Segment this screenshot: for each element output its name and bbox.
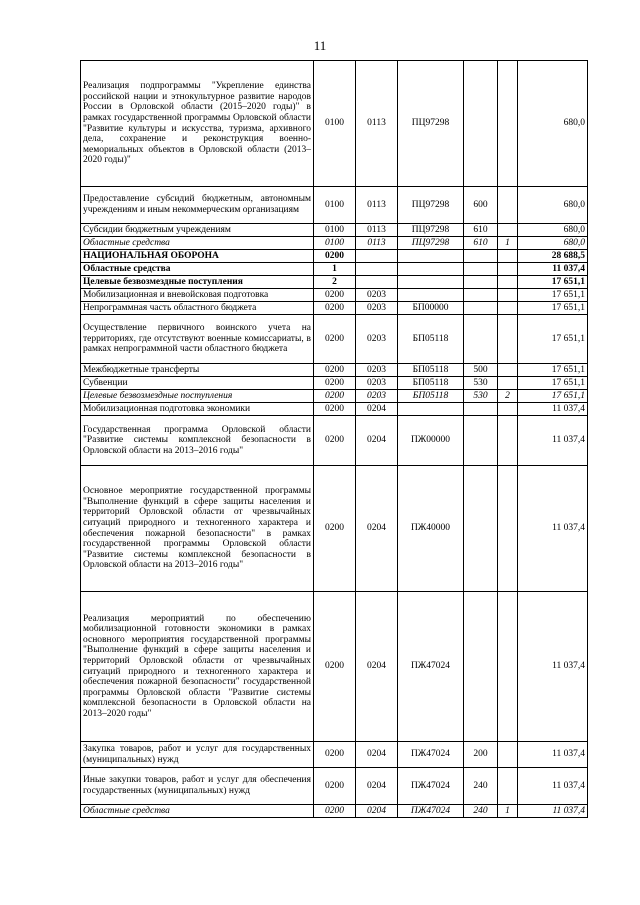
row-name-cell: Непрограммная часть областного бюджета <box>81 302 314 315</box>
table-row <box>81 805 588 818</box>
row-subsection-cell: 0204 <box>356 403 398 416</box>
row-source-cell <box>498 187 518 224</box>
row-subsection-cell: 0113 <box>356 61 398 187</box>
row-subsection-cell: 0203 <box>356 390 398 403</box>
budget-table-body <box>81 61 588 818</box>
table-row <box>81 289 588 302</box>
row-subsection-cell: 0204 <box>356 805 398 818</box>
row-name-cell: Областные средства <box>81 237 314 250</box>
row-source-cell <box>498 61 518 187</box>
row-name-cell: НАЦИОНАЛЬНАЯ ОБОРОНА <box>81 250 314 263</box>
row-expense-type-cell: 530 <box>464 377 498 390</box>
row-subsection-cell: 0203 <box>356 302 398 315</box>
row-section-cell: 0200 <box>314 390 356 403</box>
row-source-cell <box>498 250 518 263</box>
table-row <box>81 237 588 250</box>
row-expense-type-cell <box>464 250 498 263</box>
row-code-cell: БП05118 <box>398 315 464 364</box>
row-source-cell: 1 <box>498 805 518 818</box>
table-row <box>81 364 588 377</box>
row-section-cell: 0200 <box>314 403 356 416</box>
row-code-cell <box>398 250 464 263</box>
row-source-cell <box>498 403 518 416</box>
table-row <box>81 224 588 237</box>
row-section-cell: 0200 <box>314 592 356 742</box>
row-amount-cell: 11 037,4 <box>518 403 588 416</box>
row-code-cell <box>398 289 464 302</box>
row-expense-type-cell <box>464 302 498 315</box>
row-subsection-cell: 0113 <box>356 237 398 250</box>
row-name-cell: Целевые безвозмездные поступления <box>81 390 314 403</box>
row-amount-cell: 17 651,1 <box>518 390 588 403</box>
row-subsection-cell: 0113 <box>356 187 398 224</box>
row-expense-type-cell: 610 <box>464 237 498 250</box>
table-row <box>81 302 588 315</box>
row-subsection-cell: 0203 <box>356 315 398 364</box>
row-expense-type-cell: 500 <box>464 364 498 377</box>
row-code-cell: ПЖ40000 <box>398 466 464 592</box>
row-name-cell: Мобилизационная подготовка экономики <box>81 403 314 416</box>
row-source-cell <box>498 416 518 466</box>
row-subsection-cell: 0204 <box>356 592 398 742</box>
row-name-cell: Закупка товаров, работ и услуг для государственных (муниципальных) нужд <box>81 742 314 768</box>
table-row <box>81 416 588 466</box>
row-section-cell: 0200 <box>314 742 356 768</box>
row-name-cell: Основное мероприятие государственной программы "Выполнение функций в сфере защиты населения и территорий Орловской области от чрезвычайных ситуаций природного и техногенного характера и обеспечения пожарной безопасности" в рамках государственной программы Орловской области "Развитие системы комплексной безопасности в Орловской области на 2013–2016 годы" <box>81 466 314 592</box>
row-code-cell: ПЖ00000 <box>398 416 464 466</box>
row-code-cell: ПЦ97298 <box>398 224 464 237</box>
row-source-cell <box>498 466 518 592</box>
row-section-cell: 0200 <box>314 416 356 466</box>
row-code-cell: БП05118 <box>398 390 464 403</box>
row-section-cell: 0100 <box>314 61 356 187</box>
table-row <box>81 768 588 805</box>
row-name-cell: Предоставление субсидий бюджетным, автономным учреждениям и иным некоммерческим организациям <box>81 187 314 224</box>
row-name-cell: Межбюджетные трансферты <box>81 364 314 377</box>
row-amount-cell: 17 651,1 <box>518 289 588 302</box>
row-expense-type-cell <box>464 263 498 276</box>
row-amount-cell: 17 651,1 <box>518 364 588 377</box>
row-section-cell: 0200 <box>314 302 356 315</box>
row-source-cell <box>498 377 518 390</box>
row-subsection-cell: 0204 <box>356 742 398 768</box>
row-code-cell: БП05118 <box>398 364 464 377</box>
row-name-cell: Реализация подпрограммы "Укрепление единства российской нации и этнокультурное развитие народов России в Орловской области (2015–2020 годы)" в рамках государственной программы Орловской области "Развитие культуры и искусства, туризма, архивного дела, сохранение и реконструкция военно-мемориальных объектов в Орловской области (2013–2020 годы)" <box>81 61 314 187</box>
row-name-cell: Государственная программа Орловской области "Развитие системы комплексной безопасности в Орловской области на 2013–2016 годы" <box>81 416 314 466</box>
table-row <box>81 377 588 390</box>
row-amount-cell: 11 037,4 <box>518 466 588 592</box>
row-subsection-cell: 0204 <box>356 466 398 592</box>
row-subsection-cell <box>356 263 398 276</box>
row-amount-cell: 17 651,1 <box>518 302 588 315</box>
row-source-cell <box>498 263 518 276</box>
row-subsection-cell: 0204 <box>356 768 398 805</box>
row-code-cell <box>398 403 464 416</box>
row-source-cell <box>498 364 518 377</box>
row-expense-type-cell <box>464 276 498 289</box>
row-section-cell: 0100 <box>314 237 356 250</box>
row-code-cell: ПЖ47024 <box>398 805 464 818</box>
row-amount-cell: 17 651,1 <box>518 276 588 289</box>
row-section-cell: 0200 <box>314 289 356 302</box>
row-source-cell <box>498 289 518 302</box>
row-name-cell: Областные средства <box>81 805 314 818</box>
row-subsection-cell <box>356 276 398 289</box>
row-subsection-cell: 0203 <box>356 377 398 390</box>
row-amount-cell: 17 651,1 <box>518 315 588 364</box>
row-name-cell: Целевые безвозмездные поступления <box>81 276 314 289</box>
table-row <box>81 403 588 416</box>
row-code-cell: ПЖ47024 <box>398 768 464 805</box>
table-row <box>81 276 588 289</box>
row-name-cell: Мобилизационная и вневойсковая подготовка <box>81 289 314 302</box>
row-name-cell: Осуществление первичного воинского учета на территориях, где отсутствуют военные комиссариаты, в рамках непрограммной части областного бюджета <box>81 315 314 364</box>
row-subsection-cell: 0113 <box>356 224 398 237</box>
row-source-cell <box>498 742 518 768</box>
row-section-cell: 0200 <box>314 377 356 390</box>
row-section-cell: 0200 <box>314 466 356 592</box>
table-row <box>81 466 588 592</box>
table-row <box>81 315 588 364</box>
row-source-cell: 1 <box>498 237 518 250</box>
row-expense-type-cell <box>464 416 498 466</box>
table-row <box>81 61 588 187</box>
row-amount-cell: 11 037,4 <box>518 742 588 768</box>
table-row <box>81 390 588 403</box>
row-subsection-cell: 0204 <box>356 416 398 466</box>
row-source-cell <box>498 315 518 364</box>
row-expense-type-cell <box>464 466 498 592</box>
row-amount-cell: 17 651,1 <box>518 377 588 390</box>
row-code-cell <box>398 276 464 289</box>
table-row <box>81 592 588 742</box>
row-amount-cell: 680,0 <box>518 61 588 187</box>
row-name-cell: Реализация мероприятий по обеспечению мобилизационной готовности экономики в рамках основного мероприятия государственной программы "Выполнение функций в сфере защиты населения и территорий Орловской области от чрезвычайных ситуаций природного и техногенного характера и обеспечения пожарной безопасности" государственной программы Орловской области "Развитие системы комплексной безопасности в Орловской области на 2013–2020 годы" <box>81 592 314 742</box>
row-code-cell: БП00000 <box>398 302 464 315</box>
row-amount-cell: 11 037,4 <box>518 416 588 466</box>
table-row <box>81 742 588 768</box>
row-expense-type-cell: 610 <box>464 224 498 237</box>
row-name-cell: Субсидии бюджетным учреждениям <box>81 224 314 237</box>
row-name-cell: Областные средства <box>81 263 314 276</box>
row-expense-type-cell: 530 <box>464 390 498 403</box>
row-section-cell: 1 <box>314 263 356 276</box>
table-row <box>81 250 588 263</box>
row-expense-type-cell <box>464 61 498 187</box>
row-subsection-cell <box>356 250 398 263</box>
row-code-cell: ПЦ97298 <box>398 237 464 250</box>
row-amount-cell: 680,0 <box>518 237 588 250</box>
row-amount-cell: 11 037,4 <box>518 263 588 276</box>
row-source-cell: 2 <box>498 390 518 403</box>
row-expense-type-cell <box>464 315 498 364</box>
page-number: 11 <box>313 38 327 53</box>
row-section-cell: 0200 <box>314 364 356 377</box>
row-code-cell <box>398 263 464 276</box>
row-expense-type-cell <box>464 403 498 416</box>
row-name-cell: Иные закупки товаров, работ и услуг для обеспечения государственных (муниципальных) нужд <box>81 768 314 805</box>
row-code-cell: ПЦ97298 <box>398 61 464 187</box>
row-expense-type-cell: 240 <box>464 805 498 818</box>
row-amount-cell: 680,0 <box>518 187 588 224</box>
row-amount-cell: 11 037,4 <box>518 592 588 742</box>
row-source-cell <box>498 224 518 237</box>
row-code-cell: ПЖ47024 <box>398 592 464 742</box>
row-section-cell: 0200 <box>314 250 356 263</box>
row-subsection-cell: 0203 <box>356 289 398 302</box>
row-section-cell: 0100 <box>314 187 356 224</box>
row-code-cell: БП05118 <box>398 377 464 390</box>
row-expense-type-cell: 240 <box>464 768 498 805</box>
row-amount-cell: 680,0 <box>518 224 588 237</box>
budget-table <box>80 60 588 818</box>
table-row <box>81 187 588 224</box>
row-expense-type-cell <box>464 289 498 302</box>
row-source-cell <box>498 302 518 315</box>
row-expense-type-cell: 200 <box>464 742 498 768</box>
row-source-cell <box>498 592 518 742</box>
row-source-cell <box>498 768 518 805</box>
row-expense-type-cell: 600 <box>464 187 498 224</box>
row-section-cell: 0200 <box>314 805 356 818</box>
row-section-cell: 2 <box>314 276 356 289</box>
row-source-cell <box>498 276 518 289</box>
row-amount-cell: 11 037,4 <box>518 768 588 805</box>
row-expense-type-cell <box>464 592 498 742</box>
row-section-cell: 0200 <box>314 768 356 805</box>
table-row <box>81 263 588 276</box>
row-subsection-cell: 0203 <box>356 364 398 377</box>
row-code-cell: ПЖ47024 <box>398 742 464 768</box>
row-amount-cell: 28 688,5 <box>518 250 588 263</box>
row-section-cell: 0200 <box>314 315 356 364</box>
row-code-cell: ПЦ97298 <box>398 187 464 224</box>
row-amount-cell: 11 037,4 <box>518 805 588 818</box>
row-name-cell: Субвенции <box>81 377 314 390</box>
row-section-cell: 0100 <box>314 224 356 237</box>
